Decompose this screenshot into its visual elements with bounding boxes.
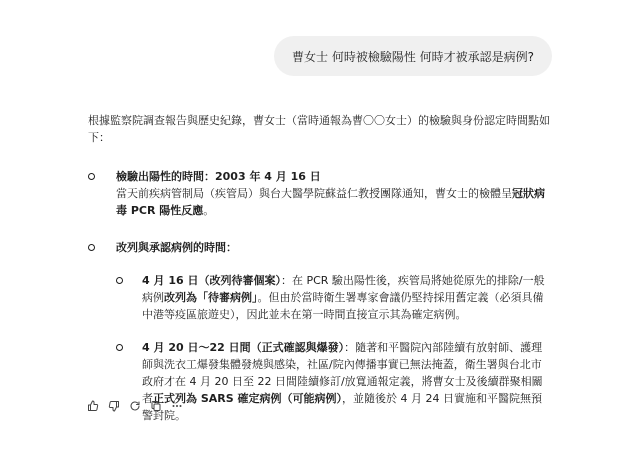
item1-text-a: 當天前疾病管制局（疾管局）與台大醫學院蘇益仁教授團隊通知，曹女士的檢體呈 (116, 187, 512, 200)
sub1-text-bold: 改列為「待審病例」 (164, 291, 258, 304)
bullet-icon (88, 244, 95, 251)
sub2-text-bold: 正式列為 SARS 確定病例（可能病例） (153, 392, 342, 405)
sub2-text-b: ，並隨後於 4 月 24 日實施和平醫院無預警封院。 (142, 392, 542, 422)
copy-icon[interactable] (149, 399, 163, 413)
response-intro: 根據監察院調查報告與歷史紀錄，曹女士（當時通報為曹〇〇女士）的檢驗與身份認定時間點如下： (88, 114, 550, 144)
item2-label: 改列與承認病例的時間： (116, 241, 237, 254)
more-icon[interactable] (170, 399, 184, 413)
sub2-text-a: ：隨著和平醫院內部陸續有放射師、護理師與洗衣工爆發集體發燒與感染，社區/院內傳播事實已無法掩蓋，衛生署與台北市政府才在 4 月 20 日至 22 日間陸續修訂/放寬通報定義，將曹女士及後續群聚相關者 (142, 341, 543, 405)
user-message-bubble (274, 36, 552, 76)
item1-text-b: 。 (203, 204, 215, 217)
thumbs-up-icon[interactable] (86, 399, 100, 413)
sub1-text-b: 。但由於當時衛生署專家會議仍堅持採用舊定義（必須具備中港等疫區旅遊史），因此並未在第一時間直接宣示其為確定病例。 (142, 291, 544, 321)
assistant-response (88, 112, 550, 444)
list-item-case-recognition (88, 239, 550, 424)
regenerate-icon[interactable] (128, 399, 142, 413)
item1-date: 2003 年 4 月 16 日 (215, 170, 321, 183)
list-item-test-positive (88, 168, 550, 219)
item1-label: 檢驗出陽性的時間： (116, 170, 215, 183)
item1-text-bold: 冠狀病毒 PCR 陽性反應 (116, 187, 545, 217)
sub1-label: 4 月 16 日（改列待審個案） (142, 274, 281, 287)
bullet-icon (88, 173, 95, 180)
user-message-text: 曹女士 何時被檢驗陽性 何時才被承認是病例? (292, 49, 534, 64)
sub-item-april-16 (116, 272, 550, 323)
response-actions (86, 399, 184, 413)
bullet-icon (116, 277, 123, 284)
sub2-label: 4 月 20 日～22 日間（正式確認與爆發） (142, 341, 345, 354)
thumbs-down-icon[interactable] (107, 399, 121, 413)
bullet-icon (116, 344, 123, 351)
sub1-text-a: ：在 PCR 驗出陽性後，疾管局將她從原先的排除/一般病例 (142, 274, 545, 304)
